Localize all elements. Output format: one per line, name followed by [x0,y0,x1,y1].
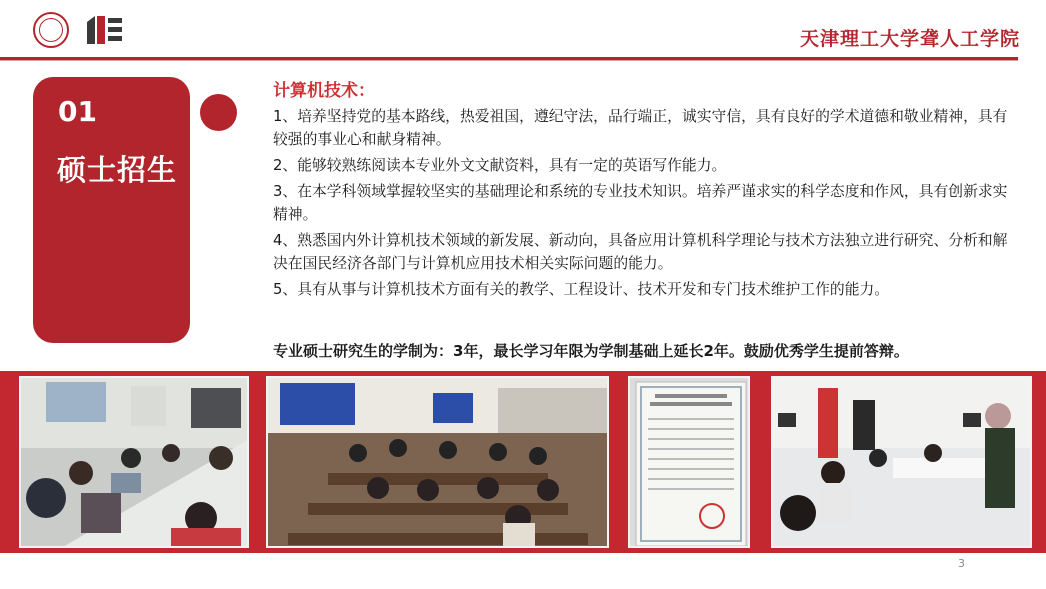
university-seal-icon [33,12,69,48]
list-item: 2、能够较熟练阅读本专业外文文献资料，具有一定的英语写作能力。 [273,157,727,174]
list-item: 4、熟悉国内外计算机技术领域的新发展、新动向，具备应用计算机科学理论与技术方法独立进行研究、分析和解决在国民经济各部门与计算机应用技术相关实际问题的能力。 [273,232,1008,272]
list-item: 1、培养坚持党的基本路线，热爱祖国，遵纪守法，品行端正，诚实守信，具有良好的学术道德和敬业精神，具有较强的事业心和献身精神。 [273,108,1008,148]
content-block [273,80,1013,304]
section-title: 硕士招生 [57,153,178,187]
certificate-photo [628,376,750,548]
page-number: 3 [958,557,965,570]
header-divider-shadow [0,60,1018,61]
content-heading: 计算机技术： [273,81,375,101]
lecture-hall-photo [266,376,609,548]
program-summary: 专业硕士研究生的学制为：3年，最长学习年限为学制基础上延长2年。鼓励优秀学生提前答辩。 [273,342,909,360]
decorative-dot [200,94,237,131]
school-name: 天津理工大学聋人工学院 [799,28,1020,50]
section-card [33,77,190,343]
section-number: 01 [58,95,97,128]
list-item: 3、在本学科领域掌握较坚实的基础理论和系统的专业技术知识。培养严谨求实的科学态度和作风，具有创新求实精神。 [273,183,1008,223]
college-logo-icon [85,14,123,46]
slide-header [0,0,1046,62]
list-item: 5、具有从事与计算机技术方面有关的教学、工程设计、技术开发和专门技术维护工作的能力。 [273,281,890,298]
lab-photo [771,376,1032,548]
classroom-photo [19,376,249,548]
